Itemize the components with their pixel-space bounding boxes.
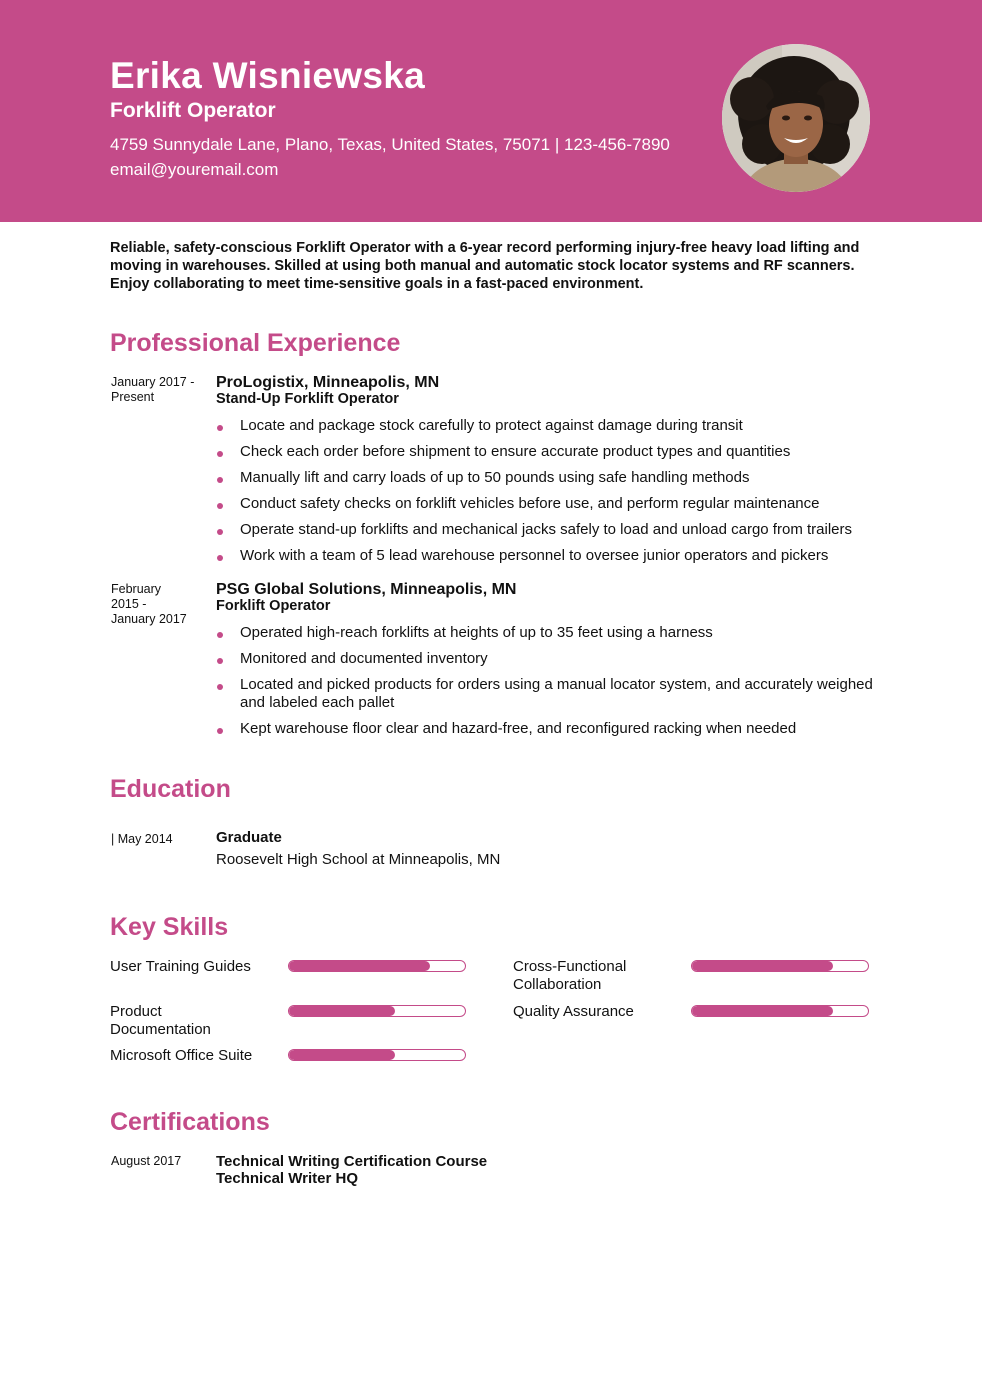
bullet-icon [217, 684, 223, 690]
skill-bar [691, 1005, 869, 1017]
experience-heading: Professional Experience [110, 329, 401, 357]
skills-heading: Key Skills [110, 913, 229, 941]
job-1-company: ProLogistix, Minneapolis, MN [216, 374, 440, 391]
list-item: Locate and package stock carefully to protect against damage during transit [216, 417, 876, 435]
job-2-bullets [216, 624, 876, 746]
candidate-name: Erika Wisniewska [110, 55, 426, 96]
education-heading: Education [110, 775, 231, 803]
list-item: Kept warehouse floor clear and hazard-free, and reconfigured racking when needed [216, 720, 876, 738]
certifications-heading: Certifications [110, 1108, 270, 1136]
certification-entry [216, 1153, 487, 1187]
list-item: Check each order before shipment to ensure accurate product types and quantities [216, 443, 876, 461]
certification-name: Technical Writing Certification Course [216, 1153, 488, 1170]
bullet-icon [217, 503, 223, 509]
skill-bar-fill [692, 1006, 833, 1016]
skill-bar-fill [289, 1006, 395, 1016]
bullet-icon [217, 632, 223, 638]
skill-bar-fill [692, 961, 833, 971]
certification-date: August 2017 [111, 1154, 182, 1168]
bullet-icon [217, 477, 223, 483]
bullet-icon [217, 529, 223, 535]
list-item: Manually lift and carry loads of up to 50 pounds using safe handling methods [216, 469, 876, 487]
skill-label: Cross-Functional Collaboration [513, 958, 627, 993]
job-1-role: Stand-Up Forklift Operator [216, 391, 399, 407]
bullet-icon [217, 555, 223, 561]
list-item: Conduct safety checks on forklift vehicles before use, and perform regular maintenance [216, 495, 876, 513]
education-school: Roosevelt High School at Minneapolis, MN [216, 851, 501, 868]
education-date: | May 2014 [111, 832, 173, 846]
profile-photo [722, 44, 870, 192]
skill-bar [288, 960, 466, 972]
skill-bar [288, 1049, 466, 1061]
email: email@youremail.com [110, 160, 279, 179]
address-phone: 4759 Sunnydale Lane, Plano, Texas, United States, 75071 | 123-456-7890 [110, 135, 670, 154]
skill-bar-fill [289, 1050, 395, 1060]
bullet-icon [217, 728, 223, 734]
education-degree: Graduate [216, 829, 282, 846]
list-item: Work with a team of 5 lead warehouse personnel to oversee junior operators and pickers [216, 547, 876, 565]
resume-header [0, 0, 982, 222]
job-1-bullets [216, 417, 876, 573]
candidate-title: Forklift Operator [110, 99, 276, 122]
list-item: Operated high-reach forklifts at heights of up to 35 feet using a harness [216, 624, 876, 642]
bullet-icon [217, 451, 223, 457]
skill-label: Microsoft Office Suite [110, 1047, 253, 1064]
job-2-company: PSG Global Solutions, Minneapolis, MN [216, 581, 517, 598]
bullet-icon [217, 425, 223, 431]
list-item: Operate stand-up forklifts and mechanical jacks safely to load and unload cargo from trailers [216, 521, 876, 539]
skill-bar [691, 960, 869, 972]
contact-info [110, 132, 670, 182]
certification-issuer: Technical Writer HQ [216, 1170, 358, 1187]
job-2-role: Forklift Operator [216, 598, 331, 614]
skill-label: Product Documentation [110, 1003, 211, 1038]
job-2-date: February 2015 - January 2017 [111, 582, 187, 626]
list-item: Located and picked products for orders using a manual locator system, and accurately weighed and labeled each pallet [216, 676, 876, 712]
skill-label: User Training Guides [110, 958, 251, 975]
bullet-icon [217, 658, 223, 664]
skill-bar-fill [289, 961, 430, 971]
job-1-date: January 2017 - Present [111, 375, 195, 404]
professional-summary: Reliable, safety-conscious Forklift Operator with a 6-year record performing injury-free heavy load lifting and moving in warehouses. Skilled at using both manual and automatic stock locator systems and RF scanners. Enjoy collaborating to meet time-sensitive goals in a fast-paced environment. [110, 240, 860, 292]
list-item: Monitored and documented inventory [216, 650, 876, 668]
skill-label: Quality Assurance [513, 1003, 634, 1020]
portrait-icon [722, 44, 870, 192]
skill-bar [288, 1005, 466, 1017]
